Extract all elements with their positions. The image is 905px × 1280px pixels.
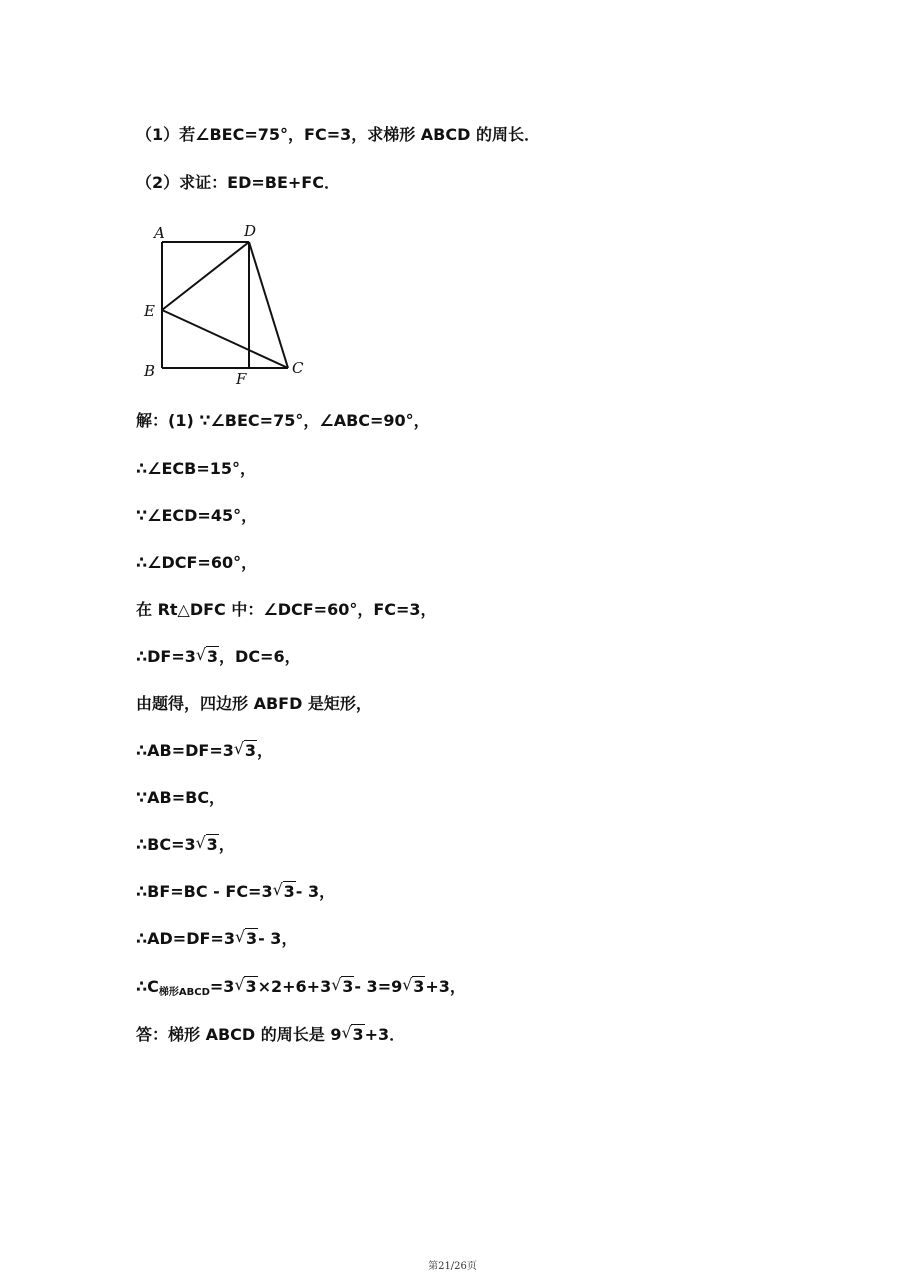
- segment-dc: [249, 242, 288, 368]
- geometry-figure: [140, 222, 320, 392]
- solution-line-13: $\therefore C_{梯形ABCD}=3$ √ 3×2+6+3 √ 3- 3=9 √ 3+3，: [136, 975, 466, 998]
- sqrt-symbol: √ 3: [195, 833, 218, 854]
- sqrt-symbol: √ 3: [341, 1023, 364, 1044]
- question-part1: （1）若∠BEC=75°，FC=3，求梯形 ABCD 的周长．: [136, 125, 540, 144]
- segment-ed: [162, 242, 249, 310]
- question-part2: （2）求证：ED=BE+FC．: [136, 173, 340, 192]
- label-a: A: [154, 224, 165, 242]
- solution-line-12: ∴AD=DF=3 √ 3- 3，: [136, 927, 298, 948]
- sqrt-symbol: √ 3: [402, 975, 425, 996]
- label-b: B: [144, 362, 156, 380]
- sqrt-symbol: √ 3: [234, 927, 258, 948]
- sqrt-symbol: √ 3: [195, 645, 219, 666]
- label-c: C: [292, 359, 304, 377]
- solution-line-9: ∵AB=BC，: [136, 788, 226, 807]
- solution-line-4: ∴∠DCF=60°，: [136, 553, 258, 572]
- page-number: 第21/26页: [428, 1261, 477, 1272]
- segment-ec: [162, 310, 288, 368]
- label-d: D: [244, 222, 257, 240]
- label-e: E: [144, 302, 155, 320]
- answer-line: 答：梯形 ABCD 的周长是 9 √ 3+3．: [136, 1023, 406, 1044]
- sqrt-symbol: √ 3: [272, 880, 295, 901]
- solution-line-7: 由题得，四边形 ABFD 是矩形，: [136, 694, 372, 713]
- solution-line-11: ∴BF=BC - FC=3 √ 3- 3，: [136, 880, 336, 901]
- sqrt-symbol: √ 3: [331, 975, 354, 996]
- solution-line-1: 解：(1) ∵∠BEC=75°，∠ABC=90°，: [136, 411, 430, 430]
- solution-line-6: ∴DF=3 √ 3，DC=6，: [136, 645, 301, 666]
- solution-line-8: ∴AB=DF=3 √ 3，: [136, 739, 274, 760]
- label-f: F: [236, 370, 247, 388]
- sqrt-symbol: √ 3: [234, 975, 257, 996]
- solution-line-5: 在 Rt△DFC 中：∠DCF=60°，FC=3，: [136, 600, 437, 619]
- solution-line-3: ∵∠ECD=45°，: [136, 506, 258, 525]
- sqrt-symbol: √ 3: [233, 739, 257, 760]
- solution-line-2: ∴∠ECB=15°，: [136, 459, 257, 478]
- solution-line-10: ∴BC=3 √ 3，: [136, 833, 235, 854]
